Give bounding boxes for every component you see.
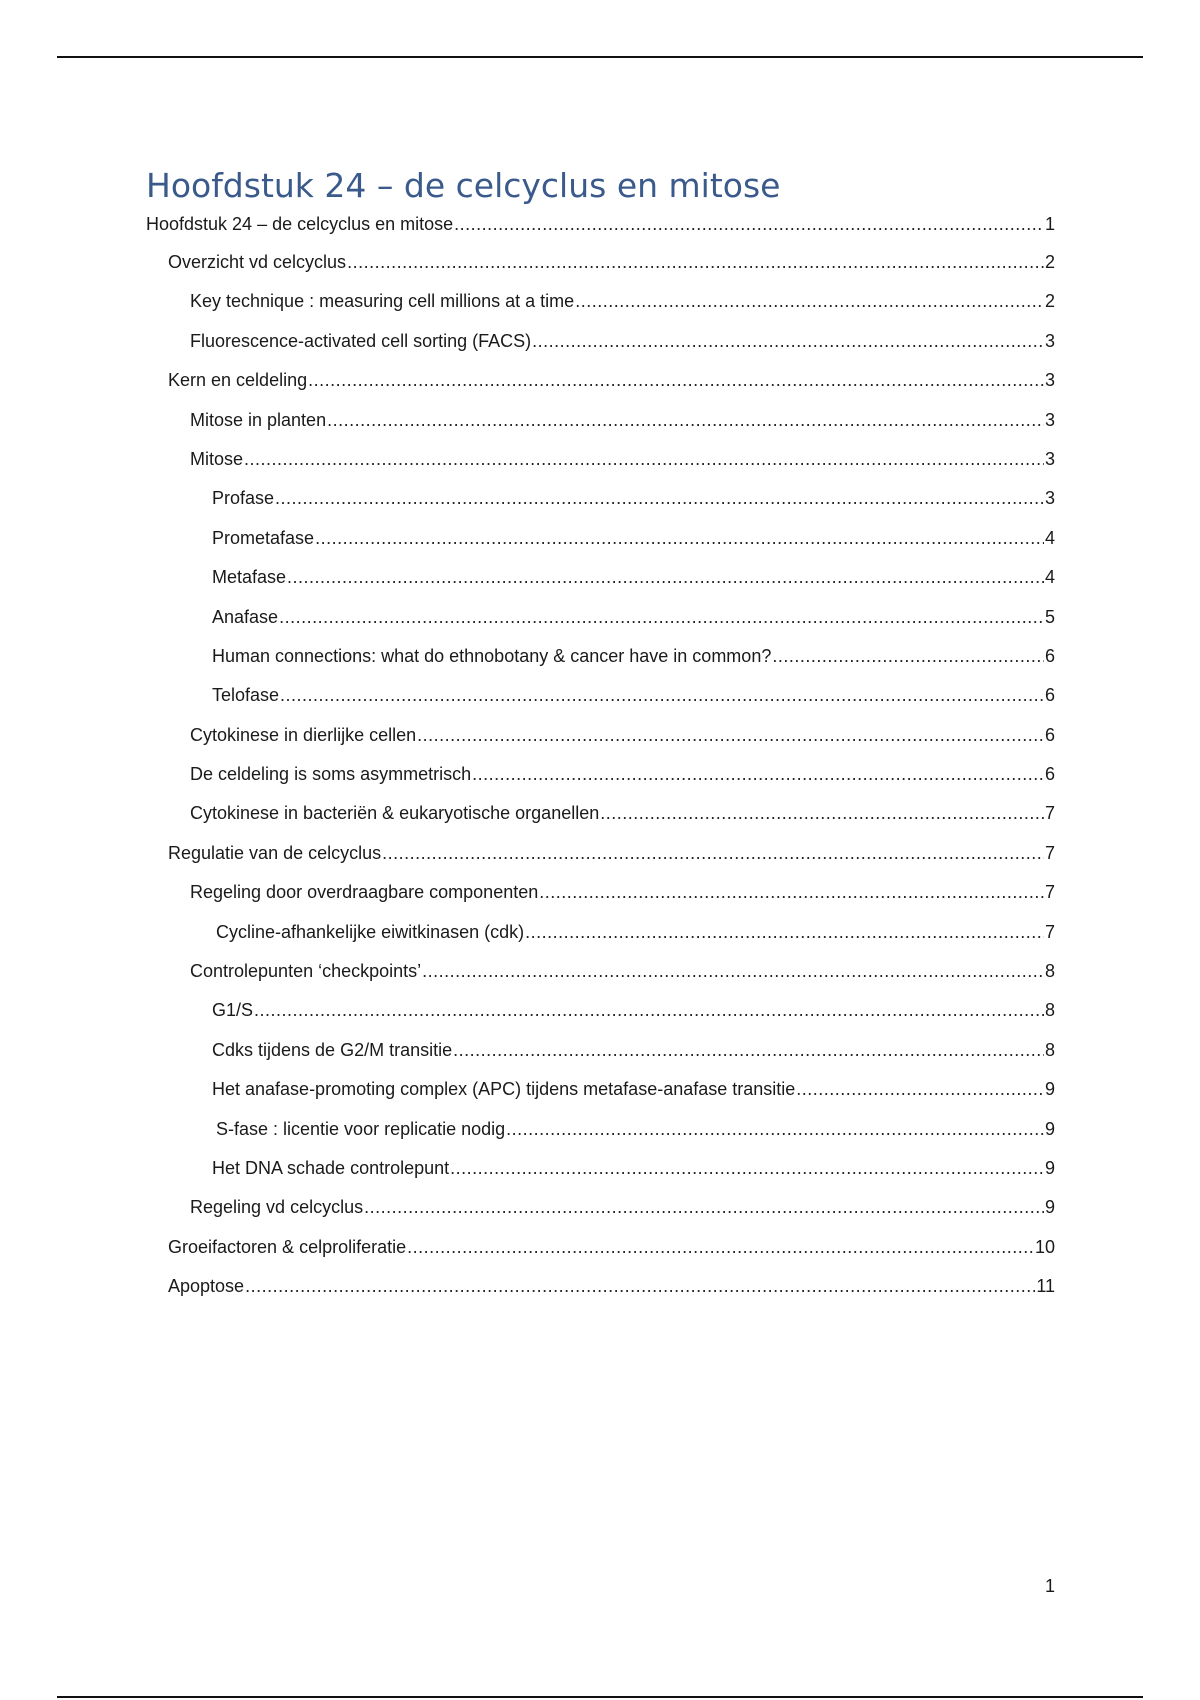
toc-entry-page: 7	[1044, 842, 1055, 863]
toc-entry-text: Groeifactoren & celproliferatie	[168, 1236, 407, 1257]
toc-entry[interactable]	[146, 558, 1055, 597]
toc-entry-page: 9	[1044, 1197, 1055, 1218]
toc-entry-text: Key technique : measuring cell millions at a time	[190, 291, 575, 312]
toc-leader-dots	[315, 519, 1044, 558]
toc-leader-dots	[407, 1228, 1034, 1267]
toc-entry[interactable]	[146, 361, 1055, 400]
toc-entry-text: Human connections: what do ethnobotany & cancer have in common?	[212, 645, 772, 666]
toc-leader-dots	[280, 676, 1044, 715]
toc-entry-text: Cytokinese in bacteriën & eukaryotische organellen	[190, 803, 600, 824]
toc-leader-dots	[417, 716, 1044, 755]
toc-entry-page: 9	[1044, 1157, 1055, 1178]
toc-entry[interactable]	[146, 205, 1055, 243]
toc-leader-dots	[539, 873, 1044, 912]
toc-entry[interactable]	[146, 519, 1055, 558]
toc-entry-text: Regeling door overdraagbare componenten	[190, 882, 539, 903]
toc-entry-page: 8	[1044, 961, 1055, 982]
toc-leader-dots	[796, 1070, 1044, 1109]
toc-entry[interactable]	[146, 1267, 1055, 1306]
toc-leader-dots	[453, 1031, 1044, 1070]
toc-entry-text: Controlepunten ‘checkpoints’	[190, 961, 422, 982]
toc-entry-text: Mitose in planten	[190, 409, 327, 430]
toc-entry-page: 3	[1044, 488, 1055, 509]
toc-entry-text: Profase	[212, 488, 275, 509]
toc-leader-dots	[364, 1188, 1044, 1227]
toc-leader-dots	[254, 991, 1044, 1030]
toc-leader-dots	[472, 755, 1044, 794]
toc-entry-page: 6	[1044, 764, 1055, 785]
toc-entry[interactable]	[146, 991, 1055, 1030]
toc-entry[interactable]	[146, 1228, 1055, 1267]
toc-entry-text: Hoofdstuk 24 – de celcyclus en mitose	[146, 214, 454, 234]
toc-entry-page: 4	[1044, 567, 1055, 588]
toc-entry-text: S-fase : licentie voor replicatie nodig	[216, 1118, 506, 1139]
toc-entry-page: 9	[1044, 1079, 1055, 1100]
toc-leader-dots	[244, 440, 1044, 479]
toc-entry[interactable]	[146, 913, 1055, 952]
toc-entry-page: 8	[1044, 1000, 1055, 1021]
toc-entry-page: 11	[1036, 1276, 1055, 1297]
toc-entry[interactable]	[146, 401, 1055, 440]
toc-entry-page: 10	[1034, 1236, 1055, 1257]
toc-entry[interactable]	[146, 952, 1055, 991]
toc-entry-text: De celdeling is soms asymmetrisch	[190, 764, 472, 785]
toc-leader-dots	[327, 401, 1044, 440]
toc-entry-text: Cytokinese in dierlijke cellen	[190, 724, 417, 745]
toc-leader-dots	[287, 558, 1044, 597]
toc-leader-dots	[506, 1110, 1044, 1149]
toc-entry[interactable]	[146, 834, 1055, 873]
toc-entry-text: Anafase	[212, 606, 279, 627]
toc-entry-page: 6	[1044, 645, 1055, 666]
toc-entry[interactable]	[146, 1110, 1055, 1149]
toc-entry-page: 1	[1044, 214, 1055, 234]
toc-entry-text: Telofase	[212, 685, 280, 706]
page-number: 1	[1044, 1576, 1055, 1596]
toc-entry-page: 3	[1044, 448, 1055, 469]
toc-entry-text: Fluorescence-activated cell sorting (FACS)	[190, 330, 532, 351]
toc-entry-text: Mitose	[190, 448, 244, 469]
toc-entry-text: Cdks tijdens de G2/M transitie	[212, 1039, 453, 1060]
toc-entry-text: Het anafase-promoting complex (APC) tijdens metafase-anafase transitie	[212, 1079, 796, 1100]
toc-entry-text: G1/S	[212, 1000, 254, 1021]
footer-rule	[57, 1696, 1143, 1698]
toc-entry-page: 7	[1044, 882, 1055, 903]
toc-leader-dots	[772, 637, 1044, 676]
toc-leader-dots	[245, 1267, 1035, 1306]
toc-entry-page: 4	[1044, 527, 1055, 548]
toc-entry[interactable]	[146, 637, 1055, 676]
toc-entry[interactable]	[146, 479, 1055, 518]
toc-entry[interactable]	[146, 243, 1055, 282]
toc-entry-text: Apoptose	[168, 1276, 245, 1297]
toc-entry[interactable]	[146, 676, 1055, 715]
toc-entry-text: Het DNA schade controlepunt	[212, 1157, 450, 1178]
toc-entry-text: Kern en celdeling	[168, 370, 308, 391]
toc-entry-page: 9	[1044, 1118, 1055, 1139]
toc-entry[interactable]	[146, 322, 1055, 361]
toc-entry[interactable]	[146, 1031, 1055, 1070]
toc-leader-dots	[600, 794, 1044, 833]
toc-leader-dots	[532, 322, 1044, 361]
page-title: Hoofdstuk 24 – de celcyclus en mitose	[146, 166, 781, 205]
toc-leader-dots	[422, 952, 1044, 991]
toc-leader-dots	[279, 598, 1044, 637]
toc-leader-dots	[575, 282, 1044, 321]
toc-entry-text: Prometafase	[212, 527, 315, 548]
toc-leader-dots	[382, 834, 1044, 873]
toc-entry-text: Cycline-afhankelijke eiwitkinasen (cdk)	[216, 921, 525, 942]
toc-entry[interactable]	[146, 716, 1055, 755]
toc-entry[interactable]	[146, 1149, 1055, 1188]
toc-leader-dots	[454, 205, 1044, 243]
toc-entry-page: 3	[1044, 409, 1055, 430]
toc-entry-text: Overzicht vd celcyclus	[168, 252, 347, 272]
toc-entry-page: 6	[1044, 724, 1055, 745]
toc-entry[interactable]	[146, 794, 1055, 833]
toc-entry-page: 5	[1044, 606, 1055, 627]
toc-entry[interactable]	[146, 282, 1055, 321]
toc-leader-dots	[308, 361, 1044, 400]
toc-entry[interactable]	[146, 1188, 1055, 1227]
toc-entry[interactable]	[146, 1070, 1055, 1109]
toc-entry-page: 3	[1044, 330, 1055, 351]
toc-entry-page: 2	[1044, 291, 1055, 312]
toc-entry-page: 3	[1044, 370, 1055, 391]
toc-entry-page: 7	[1044, 921, 1055, 942]
toc-entry-page: 7	[1044, 803, 1055, 824]
toc-entry-page: 8	[1044, 1039, 1055, 1060]
toc-leader-dots	[347, 243, 1044, 282]
toc-leader-dots	[525, 913, 1044, 952]
toc-entry[interactable]	[146, 755, 1055, 794]
table-of-contents	[146, 205, 1055, 1307]
toc-entry-text: Metafase	[212, 567, 287, 588]
toc-entry-page: 2	[1044, 252, 1055, 272]
toc-leader-dots	[450, 1149, 1044, 1188]
toc-entry-text: Regulatie van de celcyclus	[168, 842, 382, 863]
toc-entry[interactable]	[146, 440, 1055, 479]
header-rule	[57, 56, 1143, 58]
toc-leader-dots	[275, 479, 1044, 518]
toc-entry[interactable]	[146, 873, 1055, 912]
toc-entry[interactable]	[146, 598, 1055, 637]
toc-entry-text: Regeling vd celcyclus	[190, 1197, 364, 1218]
toc-entry-page: 6	[1044, 685, 1055, 706]
